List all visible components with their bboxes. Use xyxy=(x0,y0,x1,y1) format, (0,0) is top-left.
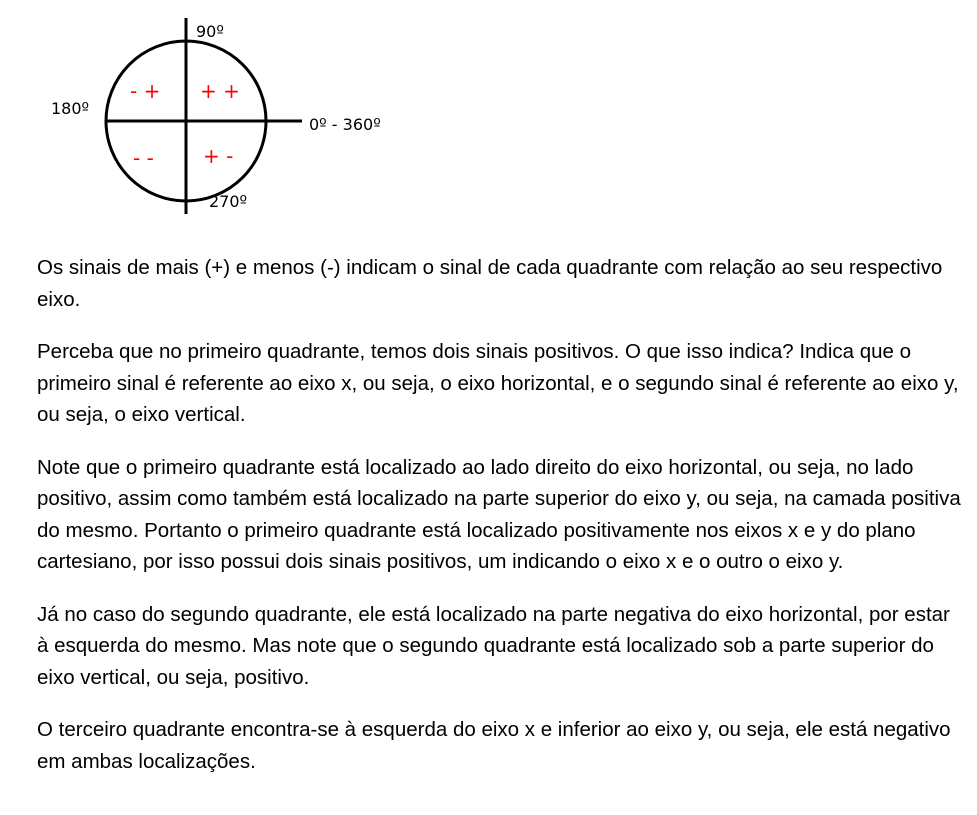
paragraph-1: Os sinais de mais (+) e menos (-) indicam o sinal de cada quadrante com relação ao seu respectivo eixo. xyxy=(37,256,943,311)
trigonometric-circle-diagram xyxy=(40,10,420,220)
label-270-degrees: 270º xyxy=(209,192,248,211)
quadrant-4-signs: + - xyxy=(203,144,234,168)
quadrant-2-signs: - + xyxy=(130,79,161,103)
paragraph-5: O terceiro quadrante encontra-se à esquerda do eixo x e inferior ao eixo y, ou seja, ele está negativo em ambas localizações. xyxy=(37,718,951,773)
quadrant-3-signs: - - xyxy=(133,146,154,170)
paragraph-3: Note que o primeiro quadrante está localizado ao lado direito do eixo horizontal, ou seja, no lado positivo, assim como também está localizado na parte superior do eixo y, ou seja, na camada positiva do mesmo. Portanto o primeiro quadrante está localizado positivamente nos eixos x e y do plano cartesiano, por isso possui dois sinais positivos, um indicando o eixo x e o outro o eixo y. xyxy=(37,455,961,573)
label-180-degrees: 180º xyxy=(51,99,90,118)
paragraph-4: Já no caso do segundo quadrante, ele está localizado na parte negativa do eixo horizontal, por estar à esquerda do mesmo. Mas note que o segundo quadrante está localizado sob a parte superior do eixo vertical, ou seja, positivo. xyxy=(37,602,950,689)
quadrant-1-signs: + + xyxy=(200,79,240,103)
label-90-degrees: 90º xyxy=(196,22,224,41)
paragraph-2: Perceba que no primeiro quadrante, temos dois sinais positivos. O que isso indica? Indica que o primeiro sinal é referente ao eixo x, ou seja, o eixo horizontal, e o segundo sinal é referente ao eixo y, ou seja, o eixo vertical. xyxy=(37,340,959,426)
article-body xyxy=(37,252,962,798)
label-0-360-degrees: 0º - 360º xyxy=(309,115,381,134)
